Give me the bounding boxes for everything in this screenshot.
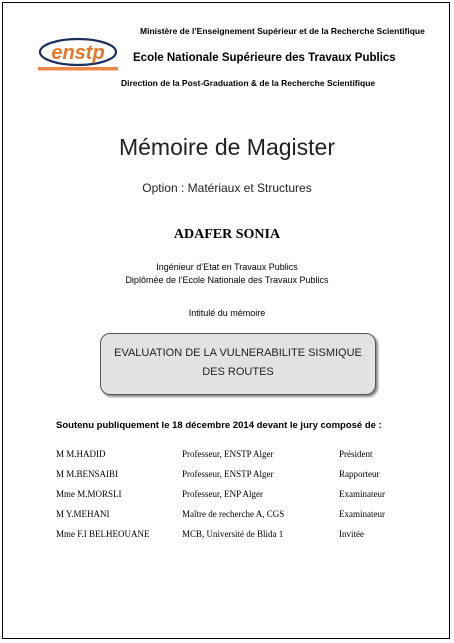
jury-role: Examinateur — [339, 509, 385, 519]
logo-text: enstp — [51, 42, 105, 64]
subject-box — [100, 333, 376, 395]
option-line: Option : Matériaux et Structures — [142, 181, 312, 195]
degree-line-2: Diplômée de l’Ecole Nationale des Travaux Publics — [125, 275, 329, 285]
jury-name: Mme M.MORSLI — [56, 489, 122, 499]
jury-role: Rapporteur — [339, 469, 380, 479]
ministry-line: Ministère de l’Enseignement Supérieur et de la Recherche Scientifique — [140, 26, 425, 36]
jury-title: Professeur, ENSTP Alger — [182, 469, 274, 479]
jury-name: M M.BENSAIBI — [56, 469, 119, 479]
jury-role: Examinateur — [339, 489, 385, 499]
logo-arabic-caption — [36, 66, 120, 72]
school-name: Ecole Nationale Supérieure des Travaux Publics — [133, 52, 396, 64]
jury-row — [0, 509, 454, 523]
jury-row — [0, 489, 454, 503]
jury-title: Professeur, ENP Alger — [182, 489, 264, 499]
jury-name: M M.HADID — [56, 449, 106, 459]
thesis-title: Mémoire de Magister — [118, 134, 336, 160]
subject-label: Intitulé du mémoire — [188, 308, 266, 318]
jury-title: Maître de recherche A, CGS — [182, 509, 285, 519]
subject-line-2: DES ROUTES — [202, 366, 274, 378]
degree-line-1: Ingénieur d’Etat en Travaux Publics — [156, 262, 298, 272]
jury-name: Mme F.I BELHEOUANE — [56, 529, 150, 539]
jury-role: Président — [339, 449, 373, 459]
direction-line: Direction de la Post-Graduation & de la Recherche Scientifique — [121, 78, 376, 88]
defense-statement: Soutenu publiquement le 18 décembre 2014 devant le jury composé de : — [56, 420, 382, 431]
author-name: ADAFER SONIA — [173, 227, 281, 242]
jury-row — [0, 469, 454, 483]
jury-title: Professeur, ENSTP Alger — [182, 449, 274, 459]
jury-title: MCB, Université de Blida 1 — [182, 529, 284, 539]
jury-row — [0, 449, 454, 463]
jury-role: Invitée — [339, 529, 364, 539]
subject-line-1: EVALUATION DE LA VULNERABILITE SISMIQUE — [114, 347, 362, 359]
jury-row — [0, 529, 454, 543]
jury-name: M Y.MEHANI — [56, 509, 110, 519]
page-border — [2, 2, 450, 639]
